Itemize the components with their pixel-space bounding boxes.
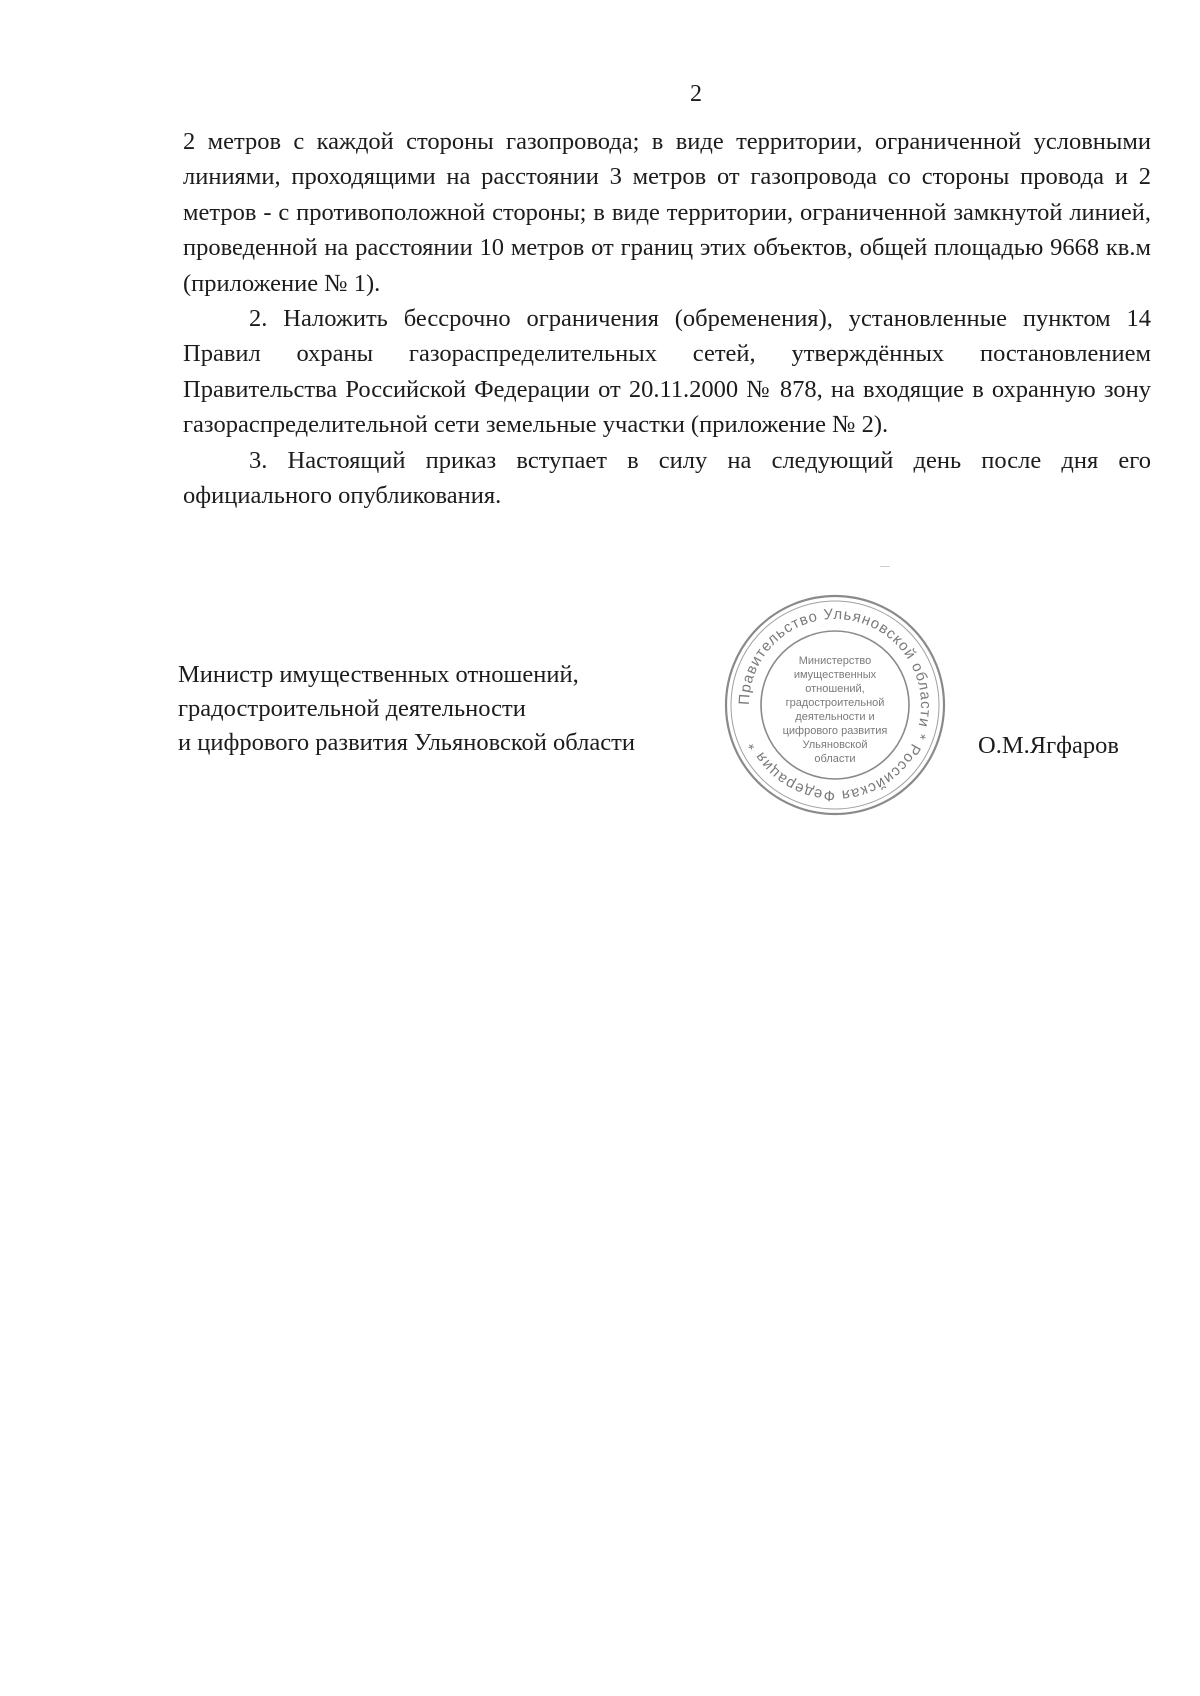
seal-inner-line-7: Ульяновской [802,739,868,751]
signer-name: О.М.Ягфаров [978,732,1119,759]
paragraph-continuation: 2 метров с каждой стороны газопровода; в виде территории, ограниченной условными линиями, проходящими на расстоянии 3 метров от газопровода со стороны провода и 2 метров - с противоположной стороны; в виде территории, ограниченной замкнутой линией, проведенной на расстоянии 10 метров от границ этих объектов, общей площадью 9668 кв.м (приложение № 1). [183,128,1151,297]
scan-smudge [880,566,890,567]
paragraph-item-2: 2. Наложить бессрочно ограничения (обременения), установленные пунктом 14 Правил охраны газораспределительных сетей, утверждённых постановлением Правительства Российской Федерации от 20.11.2000 № 878, на входящие в охранную зону газораспределительной сети земельные участки (приложение № 2). [183,305,1151,439]
signature-title-line-1: Министр имущественных отношений, [178,661,579,688]
seal-graphic [722,592,948,818]
signature-title-line-2: градостроительной деятельности [178,695,526,722]
seal-inner-line-5: деятельности и [795,711,875,723]
signature-title-line-3: и цифрового развития Ульяновской области [178,729,635,756]
seal-ring-text: Правительство Ульяновской области * Российская Федерация * [735,605,935,805]
seal-inner-line-1: Министерство [798,655,872,667]
document-body [183,124,1151,513]
seal-inner-line-4: градостроительной [785,697,885,709]
page-number: 2 [690,81,702,107]
seal-inner-line-6: цифрового развития [782,725,888,737]
signature-title [178,658,635,760]
seal-inner-line-8: области [814,753,856,765]
official-seal [722,592,948,818]
paragraph-item-3: 3. Настоящий приказ вступает в силу на следующий день после дня его официального опубликования. [183,446,1151,510]
seal-inner-line-2: имущественных [793,669,877,681]
seal-inner-line-3: отношений, [805,683,865,695]
